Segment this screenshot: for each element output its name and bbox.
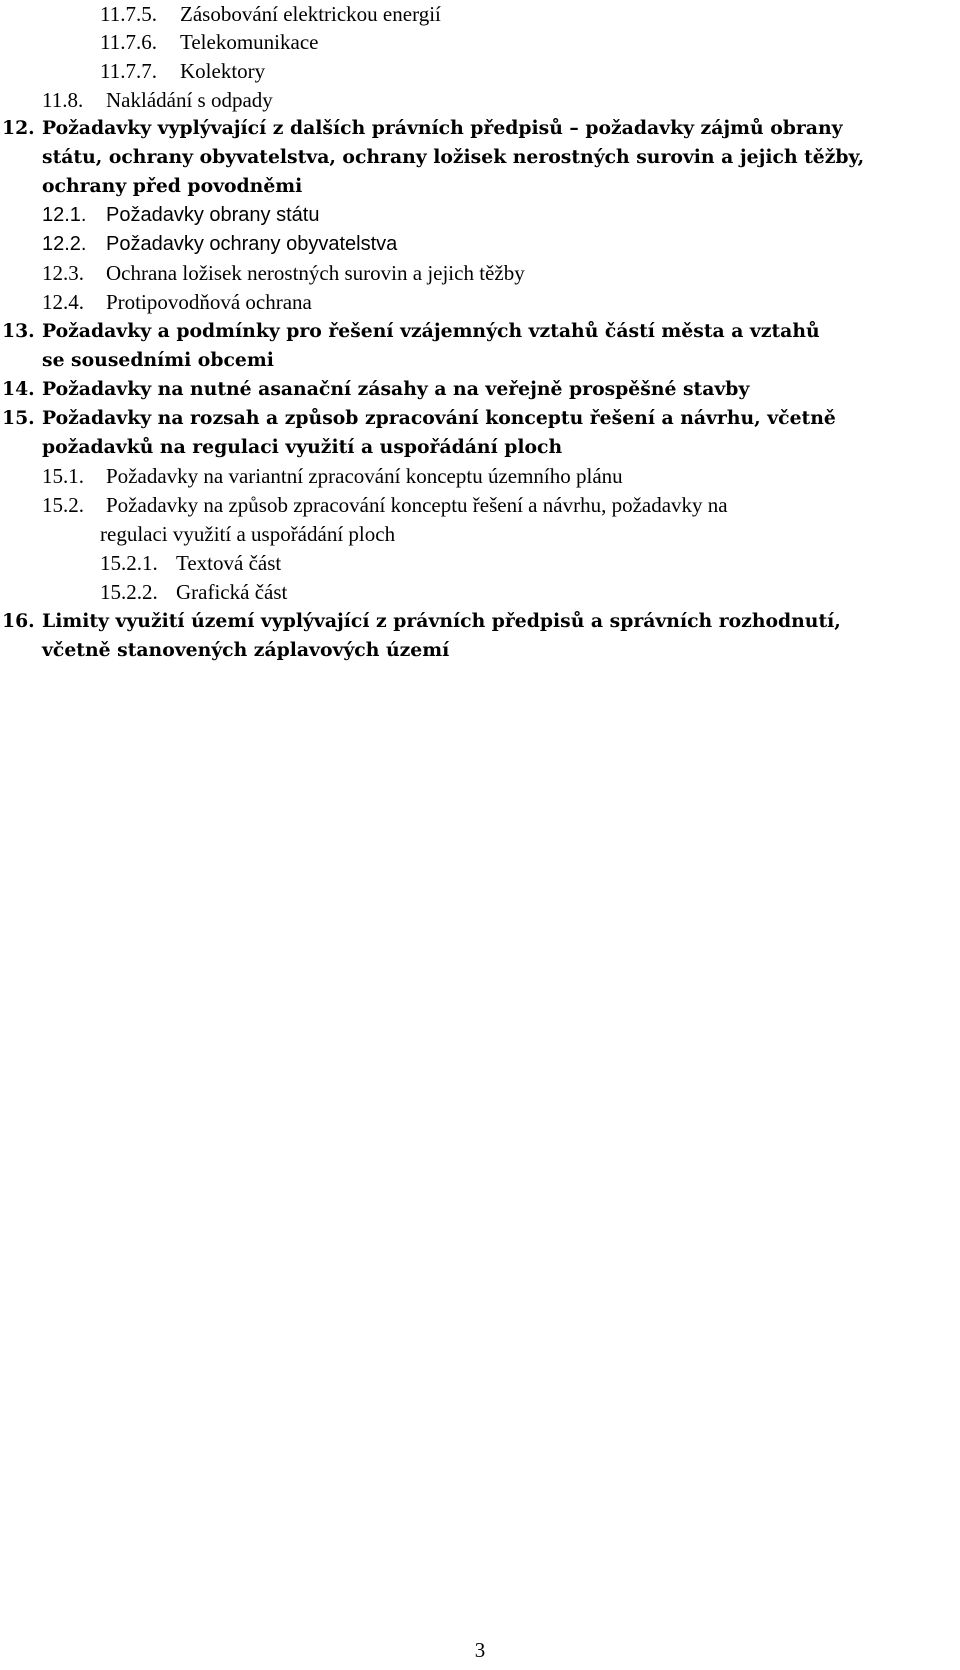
entry-title-cont: včetně stanovených záplavových území	[42, 639, 450, 661]
toc-entry-13-line1	[2, 317, 820, 346]
entry-number: 15.2.	[42, 493, 84, 517]
toc-entry-16-line2	[42, 636, 449, 665]
toc-entry-14	[2, 375, 749, 404]
entry-title: Požadavky na nutné asanační zásahy a na veřejně prospěšné stavby	[42, 378, 750, 400]
toc-entry-15-line2	[42, 433, 562, 462]
entry-title-cont: ochrany před povodněmi	[42, 175, 303, 197]
toc-entry-12-line1	[2, 114, 843, 143]
entry-title: Kolektory	[180, 59, 266, 83]
entry-title: Požadavky na způsob zpracování konceptu řešení a návrhu, požadavky na	[106, 493, 728, 517]
entry-title-cont: se sousedními obcemi	[42, 349, 274, 371]
entry-number: 12.4.	[42, 290, 84, 314]
toc-entry-15-2-2	[100, 578, 287, 607]
entry-title-cont: regulaci využití a uspořádání ploch	[100, 522, 396, 546]
entry-number: 12.	[2, 117, 35, 139]
entry-title-cont: státu, ochrany obyvatelstva, ochrany ložisek nerostných surovin a jejich těžby,	[42, 146, 865, 168]
entry-title: Požadavky ochrany obyvatelstva	[106, 233, 398, 255]
toc-entry-11-7-7	[100, 57, 265, 86]
entry-number: 12.3.	[42, 261, 84, 285]
entry-title: Grafická část	[176, 580, 288, 604]
entry-number: 14.	[2, 378, 35, 400]
entry-number: 11.7.5.	[100, 2, 157, 26]
entry-number: 12.1.	[42, 204, 87, 226]
entry-number: 15.2.2.	[100, 580, 158, 604]
entry-title: Limity využití území vyplývající z právních předpisů a správních rozhodnutí,	[42, 610, 841, 632]
entry-number: 15.2.1.	[100, 551, 158, 575]
entry-title-cont: požadavků na regulaci využití a uspořádání ploch	[42, 436, 563, 458]
toc-entry-12-line2	[42, 143, 864, 172]
toc-entry-15-2-line1	[42, 491, 728, 520]
entry-title: Požadavky vyplývající z dalších právních předpisů – požadavky zájmů obrany	[42, 117, 843, 139]
toc-entry-15-1	[42, 462, 623, 491]
entry-title: Požadavky na rozsah a způsob zpracování konceptu řešení a návrhu, včetně	[42, 407, 836, 429]
page-number: 3	[474, 1638, 486, 1662]
entry-number: 15.1.	[42, 464, 84, 488]
toc-entry-15-2-1	[100, 549, 281, 578]
toc-entry-12-4	[42, 288, 312, 317]
entry-title: Zásobování elektrickou energií	[180, 2, 441, 26]
entry-title: Požadavky obrany státu	[106, 204, 320, 226]
entry-number: 13.	[2, 320, 35, 342]
entry-title: Požadavky na variantní zpracování konceptu územního plánu	[106, 464, 623, 488]
entry-title: Požadavky a podmínky pro řešení vzájemných vztahů částí města a vztahů	[42, 320, 820, 342]
entry-number: 15.	[2, 407, 35, 429]
entry-number: 11.7.7.	[100, 59, 157, 83]
toc-entry-11-7-6	[100, 28, 318, 57]
toc-entry-15-line1	[2, 404, 836, 433]
toc-entry-13-line2	[42, 346, 274, 375]
entry-title: Textová část	[176, 551, 282, 575]
entry-title: Protipovodňová ochrana	[106, 290, 312, 314]
toc-entry-15-2-line2	[100, 520, 395, 549]
entry-number: 12.2.	[42, 233, 87, 255]
toc-entry-12-1	[42, 201, 319, 230]
entry-number: 16.	[2, 610, 35, 632]
entry-title: Ochrana ložisek nerostných surovin a jejich těžby	[106, 261, 525, 285]
entry-number: 11.7.6.	[100, 30, 157, 54]
toc-entry-11-8	[42, 86, 273, 115]
toc-entry-12-2	[42, 230, 397, 259]
entry-number: 11.8.	[42, 88, 84, 112]
toc-entry-12-3	[42, 259, 525, 288]
toc-entry-12-line3	[42, 172, 302, 201]
entry-title: Telekomunikace	[180, 30, 319, 54]
toc-entry-16-line1	[2, 607, 841, 636]
toc-entry-11-7-5	[100, 0, 441, 29]
entry-title: Nakládání s odpady	[106, 88, 273, 112]
